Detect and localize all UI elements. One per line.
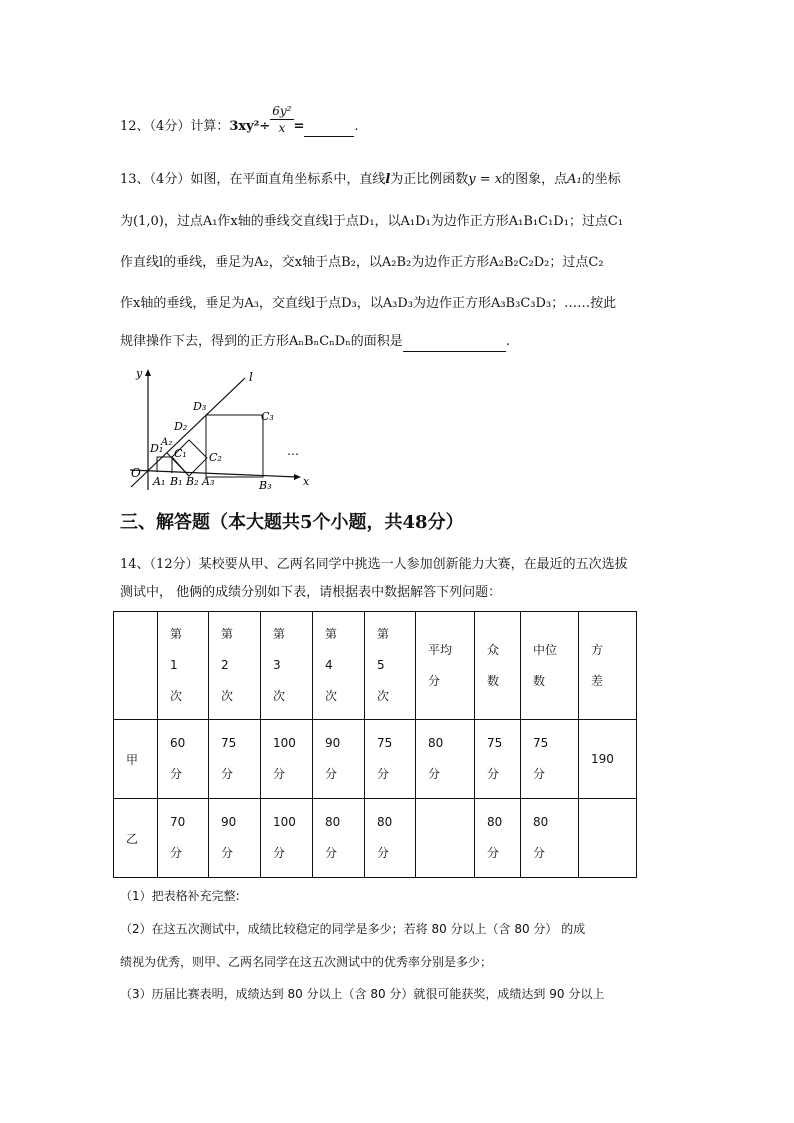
header-test-4: 第 4 次 bbox=[313, 612, 365, 720]
header-average: 平均 分 bbox=[416, 612, 475, 720]
q13-end: . bbox=[505, 334, 510, 349]
q12-end: . bbox=[354, 119, 359, 134]
table-cell: 75 分 bbox=[365, 720, 416, 799]
q13-text-d: 的坐标 bbox=[581, 172, 621, 187]
q14-line-2: 测试中， 他俩的成绩分别如下表，请根据表中数据解答下列问题： bbox=[120, 585, 502, 600]
label-A1: A₁ bbox=[153, 475, 166, 488]
q14-sub-2-line-2: 绩视为优秀，则甲、乙两名同学在这五次测试中的优秀率分别是多少； bbox=[120, 955, 493, 969]
label-B3: B₃ bbox=[259, 479, 272, 492]
q13-answer-blank[interactable] bbox=[403, 333, 506, 352]
header-test-2: 第 2 次 bbox=[209, 612, 261, 720]
score-table bbox=[113, 611, 637, 878]
label-dots: … bbox=[287, 444, 299, 458]
q13-line-5 bbox=[120, 333, 510, 352]
q13-text-c: 的图象，点 bbox=[502, 172, 568, 187]
label-C2: C₂ bbox=[209, 451, 222, 464]
table-header-row bbox=[114, 612, 637, 720]
q13-text-a: 13、（4分）如图，在平面直角坐标系中，直线 bbox=[120, 172, 386, 187]
label-D1: D₁ bbox=[150, 442, 164, 455]
table-cell: 80 分 bbox=[313, 799, 365, 878]
header-mode: 众 数 bbox=[475, 612, 521, 720]
header-test-5: 第 5 次 bbox=[365, 612, 416, 720]
table-cell: 70 分 bbox=[158, 799, 209, 878]
q12-equals: = bbox=[293, 119, 305, 134]
table-cell-variance: 190 bbox=[579, 720, 637, 799]
label-l: l bbox=[249, 370, 253, 384]
label-B1: B₁ bbox=[170, 475, 183, 488]
table-cell-empty-variance[interactable] bbox=[579, 799, 637, 878]
q13-text-5a: 规律操作下去，得到的正方形AₙBₙCₙDₙ的面积是 bbox=[120, 334, 403, 349]
table-cell-empty-average[interactable] bbox=[416, 799, 475, 878]
table-cell: 80 分 bbox=[416, 720, 475, 799]
table-cell: 100 分 bbox=[261, 720, 313, 799]
q13-line-1 bbox=[120, 171, 621, 189]
section-title: 三、解答题（本大题共5个小题，共48分） bbox=[120, 512, 464, 533]
y-axis-arrow bbox=[145, 369, 151, 376]
header-test-3: 第 3 次 bbox=[261, 612, 313, 720]
table-cell: 80 分 bbox=[475, 799, 521, 878]
q12-fraction bbox=[270, 103, 293, 136]
label-D3: D₃ bbox=[193, 400, 207, 413]
table-row bbox=[114, 799, 637, 878]
label-B2: B₂ bbox=[186, 475, 199, 488]
label-A2: A₂ bbox=[161, 437, 173, 448]
table-cell: 80 分 bbox=[365, 799, 416, 878]
label-C3: C₃ bbox=[261, 410, 274, 423]
label-O: O bbox=[131, 466, 141, 480]
table-row bbox=[114, 720, 637, 799]
q12-answer-blank[interactable] bbox=[304, 118, 354, 137]
x-axis-arrow bbox=[294, 474, 301, 480]
label-x: x bbox=[303, 475, 310, 488]
q14-line-1: 14、（12分）某校要从甲、乙两名同学中挑选一人参加创新能力大赛，在最近的五次选拔 bbox=[120, 557, 628, 572]
q13-point-a1: A₁ bbox=[567, 172, 582, 187]
q12-expression: 3xy²÷ bbox=[229, 119, 271, 134]
q12-prefix: 12、（4分）计算： bbox=[120, 119, 230, 134]
table-corner-cell bbox=[114, 612, 158, 720]
q13-function: y = x bbox=[468, 172, 503, 187]
table-cell: 100 分 bbox=[261, 799, 313, 878]
table-cell: 60 分 bbox=[158, 720, 209, 799]
label-y: y bbox=[136, 367, 143, 380]
table-cell: 75 分 bbox=[475, 720, 521, 799]
q13-line-l: l bbox=[385, 172, 391, 187]
header-median: 中位 数 bbox=[521, 612, 579, 720]
question-12 bbox=[120, 104, 359, 137]
q13-line-3: 作直线l的垂线，垂足为A₂，交x轴于点B₂，以A₂B₂为边作正方形A₂B₂C₂D₂；过点C₂ bbox=[120, 255, 604, 270]
q14-sub-1: （1）把表格补充完整: bbox=[120, 889, 240, 903]
header-test-1: 第 1 次 bbox=[158, 612, 209, 720]
header-variance: 方 差 bbox=[579, 612, 637, 720]
q13-text-b: 为正比例函数 bbox=[390, 172, 469, 187]
square-3 bbox=[206, 415, 263, 477]
q14-sub-2-line-1: （2）在这五次测试中，成绩比较稳定的同学是多少；若将 80 分以上（含 80 分） 的成 bbox=[120, 922, 586, 936]
q12-fraction-denominator: x bbox=[278, 121, 286, 135]
table-cell: 75 分 bbox=[209, 720, 261, 799]
table-cell: 90 分 bbox=[209, 799, 261, 878]
row-name-yi: 乙 bbox=[114, 799, 158, 878]
q13-figure bbox=[125, 365, 315, 495]
table-cell: 75 分 bbox=[521, 720, 579, 799]
label-A3: A₃ bbox=[202, 475, 215, 488]
label-C1: C₁ bbox=[174, 447, 187, 460]
q14-sub-3-line-1: （3）历届比赛表明，成绩达到 80 分以上（含 80 分）就很可能获奖，成绩达到 90 分以上 bbox=[120, 987, 605, 1001]
q13-line-4: 作x轴的垂线，垂足为A₃，交直线l于点D₃，以A₃D₃为边作正方形A₃B₃C₃D₃；……按此 bbox=[120, 296, 617, 311]
q13-line-2: 为(1,0)，过点A₁作x轴的垂线交直线l于点D₁，以A₁D₁为边作正方形A₁B₁C₁D₁；过点C₁ bbox=[120, 214, 624, 229]
table-cell: 80 分 bbox=[521, 799, 579, 878]
q12-fraction-numerator: 6y² bbox=[272, 104, 292, 118]
table-cell: 90 分 bbox=[313, 720, 365, 799]
label-D2: D₂ bbox=[174, 420, 188, 433]
row-name-jia: 甲 bbox=[114, 720, 158, 799]
